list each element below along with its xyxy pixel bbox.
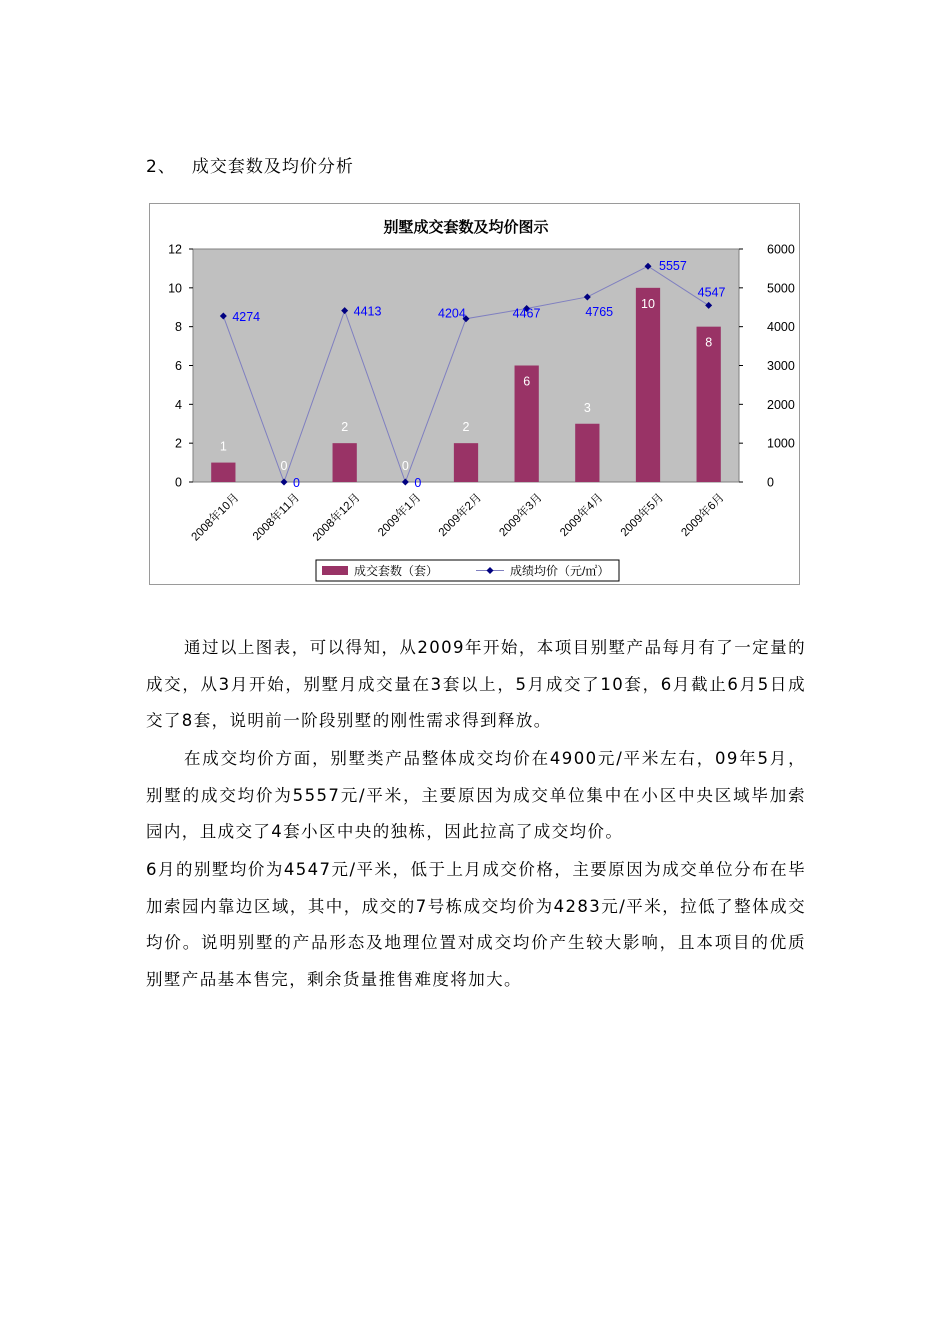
category-label: 2009年1月 xyxy=(376,491,424,540)
legend-bar-label: 成交套数（套） xyxy=(354,564,439,578)
bar-value-label: 8 xyxy=(705,335,713,350)
left-axis-tick-label: 0 xyxy=(175,475,182,490)
price-value-label: 4204 xyxy=(438,306,466,321)
bar-value-label: 2 xyxy=(462,420,470,435)
paragraph-2: 在成交均价方面，别墅类产品整体成交均价在4900元/平米左右，09年5月，别墅的成交均价为5557元/平米，主要原因为成交单位集中在小区中央区域毕加索园内，且成交了4套小区中央的独栋，因此拉高了成交均价。 xyxy=(146,749,806,841)
right-axis-tick-label: 3000 xyxy=(767,359,795,373)
left-axis-tick-label: 4 xyxy=(175,397,182,412)
paragraph-1: 通过以上图表，可以得知，从2009年开始，本项目别墅产品每月有了一定量的成交，从3月开始，别墅月成交量在3套以上，5月成交了10套，6月截止6月5日成交了8套，说明前一阶段别墅的刚性需求得到释放。 xyxy=(146,638,806,730)
category-label: 2009年3月 xyxy=(497,491,545,540)
bar xyxy=(211,463,235,482)
price-value-label: 0 xyxy=(414,476,422,490)
right-axis-tick-label: 0 xyxy=(767,475,774,490)
price-value-label: 0 xyxy=(293,476,300,490)
price-value-label: 4547 xyxy=(697,285,726,300)
left-axis-tick-label: 12 xyxy=(168,242,182,257)
bar xyxy=(454,443,478,482)
bar-value-label: 10 xyxy=(641,296,655,311)
bar xyxy=(697,327,721,482)
price-value-label: 4413 xyxy=(353,304,382,319)
section-title: 成交套数及均价分析 xyxy=(191,157,354,177)
right-axis-tick-label: 5000 xyxy=(767,281,795,296)
bar-value-label: 0 xyxy=(401,459,409,473)
price-value-label: 4467 xyxy=(512,306,541,321)
category-label: 2009年4月 xyxy=(558,491,606,540)
category-label: 2009年2月 xyxy=(436,491,485,540)
section-heading xyxy=(146,152,354,177)
section-number: 2、 xyxy=(146,157,176,177)
price-value-label: 4274 xyxy=(232,310,261,325)
right-axis-tick-label: 6000 xyxy=(767,242,795,257)
right-axis-tick-label: 1000 xyxy=(767,436,795,451)
left-axis-tick-label: 6 xyxy=(175,359,182,373)
left-axis-tick-label: 8 xyxy=(175,320,182,335)
chart-title: 别墅成交套数及均价图示 xyxy=(383,219,549,236)
category-label: 2008年11月 xyxy=(250,491,303,543)
legend-bar-swatch xyxy=(322,566,348,575)
right-axis-tick-label: 4000 xyxy=(767,320,795,335)
left-axis-tick-label: 10 xyxy=(168,281,182,296)
price-value-label: 4765 xyxy=(585,304,614,319)
left-axis-tick-label: 2 xyxy=(175,436,182,451)
bar xyxy=(333,443,357,482)
category-label: 2009年5月 xyxy=(618,491,667,540)
category-label: 2009年6月 xyxy=(679,491,727,540)
right-axis-tick-label: 2000 xyxy=(767,397,795,412)
bar-value-label: 1 xyxy=(219,439,227,454)
category-label: 2008年10月 xyxy=(189,491,242,544)
category-label: 2008年12月 xyxy=(310,491,363,544)
combo-chart xyxy=(149,203,800,585)
legend-line-label: 成绩均价（元/㎡） xyxy=(510,564,610,578)
price-value-label: 5557 xyxy=(659,259,687,274)
bar-value-label: 0 xyxy=(280,459,288,473)
paragraph-3: 6月的别墅均价为4547元/平米，低于上月成交价格，主要原因为成交单位分布在毕加索园内靠边区域，其中，成交的7号栋成交均价为4283元/平米，拉低了整体成交均价。说明别墅的产品形态及地理位置对成交均价产生较大影响，且本项目的优质别墅产品基本售完，剩余货量推售难度将加大。 xyxy=(146,860,806,989)
bar-value-label: 3 xyxy=(583,400,591,415)
bar-value-label: 2 xyxy=(341,420,349,435)
bar xyxy=(575,424,599,482)
bar xyxy=(636,288,660,482)
bar-value-label: 6 xyxy=(523,374,531,389)
chart-canvas xyxy=(150,204,801,586)
